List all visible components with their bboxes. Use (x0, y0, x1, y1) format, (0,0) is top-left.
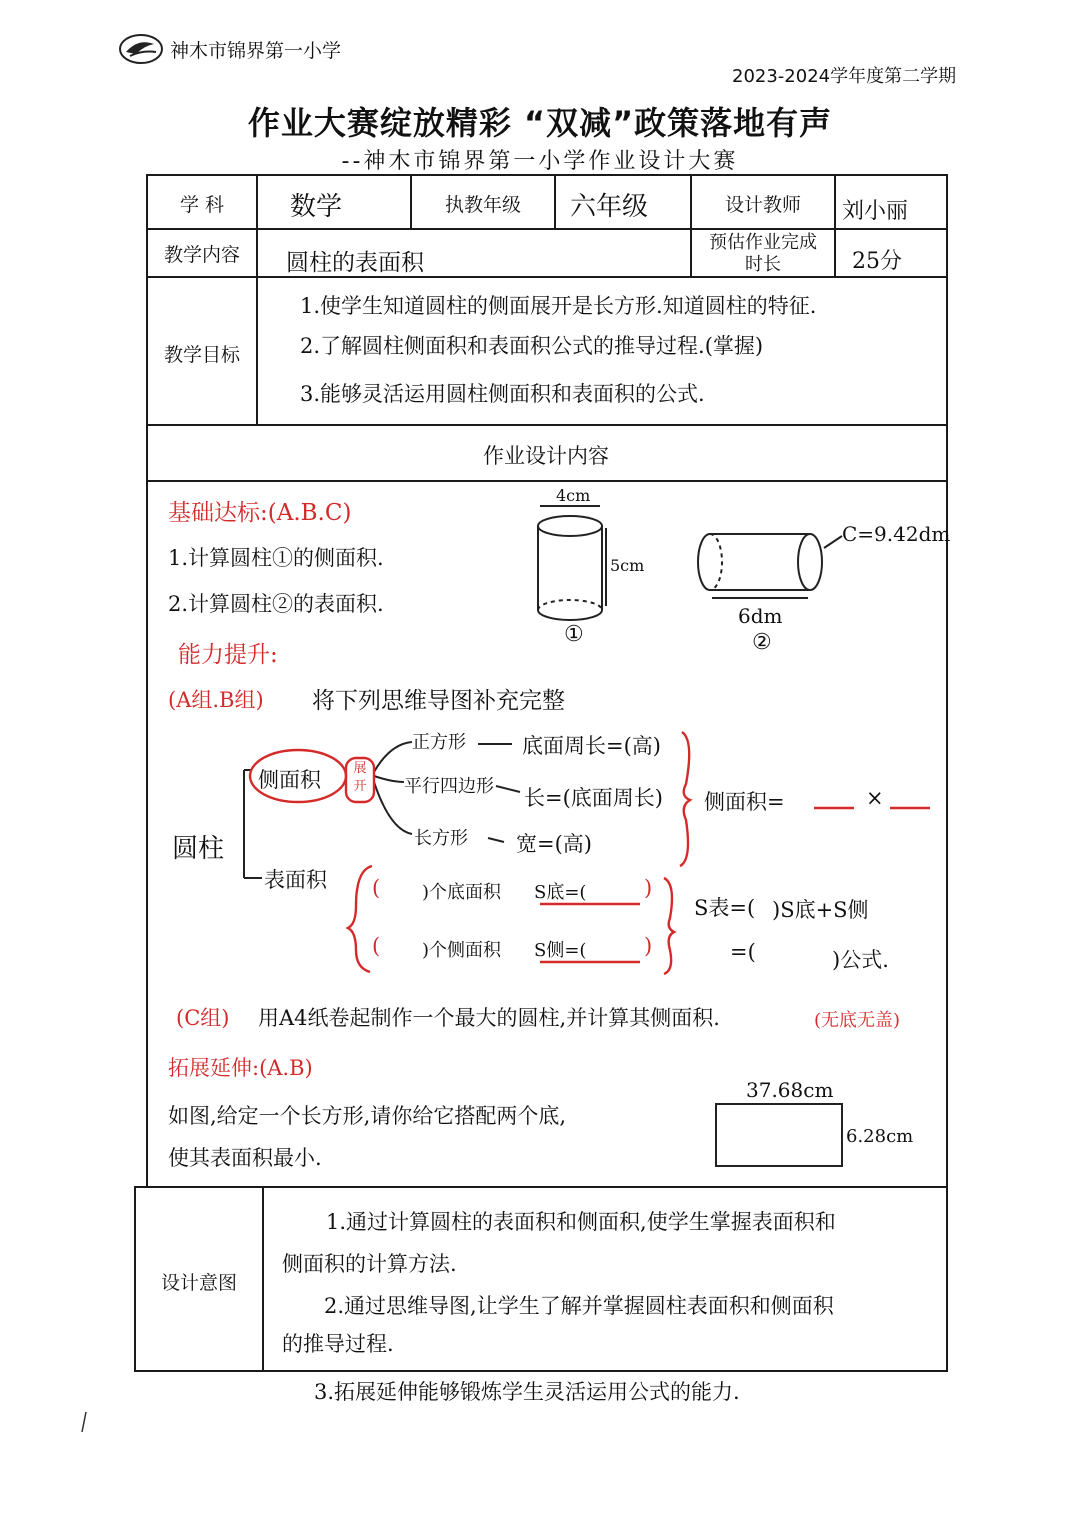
extension-line-2: 使其表面积最小. (168, 1146, 322, 1170)
cylinder-2-circumference: C=9.42dm (842, 522, 951, 546)
mind-map-lines (244, 742, 520, 878)
grade-value: 六年级 (570, 192, 649, 222)
intent-paragraph-1b: 侧面积的计算方法. (282, 1252, 457, 1276)
c-task: 用A4纸卷起制作一个最大的圆柱,并计算其侧面积. (258, 1006, 720, 1030)
subject-label: 学 科 (179, 194, 225, 216)
basic-title: 基础达标:(A.B.C) (168, 500, 352, 526)
cylinder-1-figure (538, 506, 606, 620)
mind-unfold: 展开 (353, 761, 367, 794)
extension-rect-height: 6.28cm (846, 1126, 914, 1147)
ab-group-label: (A组.B组) (168, 688, 264, 712)
goal-item-1: 1.使学生知道圆柱的侧面展开是长方形.知道圆柱的特征. (300, 294, 817, 318)
content-label: 教学内容 (163, 244, 240, 266)
goals-label: 教学目标 (163, 344, 240, 366)
mind-s1-open: ( (372, 876, 381, 900)
mind-eq2-end: )公式. (832, 948, 889, 972)
extension-rectangle (716, 1104, 842, 1166)
goal-item-3: 3.能够灵活运用圆柱侧面积和表面积的公式. (300, 382, 705, 406)
content-value: 圆柱的表面积 (286, 250, 424, 276)
mind-lateral: 侧面积 (258, 768, 321, 792)
c-note: (无底无盖) (814, 1010, 901, 1031)
teacher-label: 设计教师 (724, 194, 801, 216)
basic-question-1: 1.计算圆柱①的侧面积. (168, 546, 384, 570)
mind-s1-formula: S底=( (534, 882, 587, 903)
mind-lateral-formula: 侧面积= (704, 790, 785, 814)
extension-title: 拓展延伸:(A.B) (168, 1056, 313, 1080)
cylinder-1-number: ① (564, 622, 584, 647)
school-name: 神木市锦界第一小学 (170, 39, 342, 62)
cylinder-2-number: ② (752, 630, 772, 655)
basic-question-2: 2.计算圆柱②的表面积. (168, 592, 384, 616)
cylinder-1-top-label: 4cm (556, 486, 591, 505)
intent-paragraph-2b: 的推导过程. (282, 1332, 394, 1356)
mind-parallelogram: 平行四边形 (404, 776, 494, 797)
extension-rect-width: 37.68cm (746, 1078, 834, 1102)
mind-sbiao: S表=( (694, 896, 756, 920)
time-label-line1: 预估作业完成 (709, 232, 817, 253)
mind-square: 正方形 (412, 732, 466, 753)
cylinder-2-length: 6dm (738, 604, 783, 628)
mind-s2-close: ) (644, 934, 653, 958)
time-value: 25分 (852, 249, 902, 274)
mind-sbiao-rest: )S底+S侧 (772, 898, 869, 922)
subject-value: 数学 (290, 192, 343, 222)
teacher-value: 刘小丽 (842, 199, 909, 224)
extension-line-1: 如图,给定一个长方形,请你给它搭配两个底, (168, 1104, 567, 1128)
mind-eq2: =( (730, 940, 756, 964)
cylinder-2-figure (698, 534, 842, 598)
intent-label: 设计意图 (160, 1272, 237, 1294)
page-subtitle: --神木市锦界第一小学作业设计大赛 (341, 149, 739, 174)
ability-title: 能力提升: (178, 642, 278, 668)
ab-task: 将下列思维导图补充完整 (312, 688, 565, 714)
mind-root: 圆柱 (172, 834, 225, 864)
mind-s2-label: )个侧面积 (422, 940, 502, 961)
mind-rule-3: 宽=(高) (516, 832, 592, 856)
grade-label: 执教年级 (444, 194, 521, 216)
page-title: 作业大赛绽放精彩 “双减”政策落地有声 (247, 104, 833, 142)
design-heading: 作业设计内容 (483, 444, 609, 468)
mind-rule-1: 底面周长=(高) (522, 734, 661, 758)
mind-times: × (866, 786, 884, 810)
mind-s2-formula: S侧=( (534, 940, 587, 961)
goal-item-2: 2.了解圆柱侧面积和表面积公式的推导过程.(掌握) (300, 334, 764, 358)
mind-surface: 表面积 (264, 868, 327, 892)
mind-rule-2: 长=(底面周长) (524, 786, 663, 810)
mind-rectangle: 长方形 (414, 828, 468, 849)
mind-s2-open: ( (372, 934, 381, 958)
stray-mark (82, 1412, 86, 1432)
c-group-label: (C组) (176, 1006, 230, 1030)
mind-s1-close: ) (644, 876, 653, 900)
mind-s1-label: )个底面积 (422, 882, 502, 903)
intent-paragraph-2a: 2.通过思维导图,让学生了解并掌握圆柱表面积和侧面积 (324, 1294, 834, 1318)
intent-paragraph-3: 3.拓展延伸能够锻炼学生灵活运用公式的能力. (314, 1380, 740, 1404)
time-label-line2: 时长 (745, 254, 781, 275)
cylinder-1-side-label: 5cm (610, 556, 645, 575)
intent-paragraph-1a: 1.通过计算圆柱的表面积和侧面积,使学生掌握表面积和 (326, 1210, 836, 1234)
term-label: 2023-2024学年度第二学期 (732, 66, 957, 87)
